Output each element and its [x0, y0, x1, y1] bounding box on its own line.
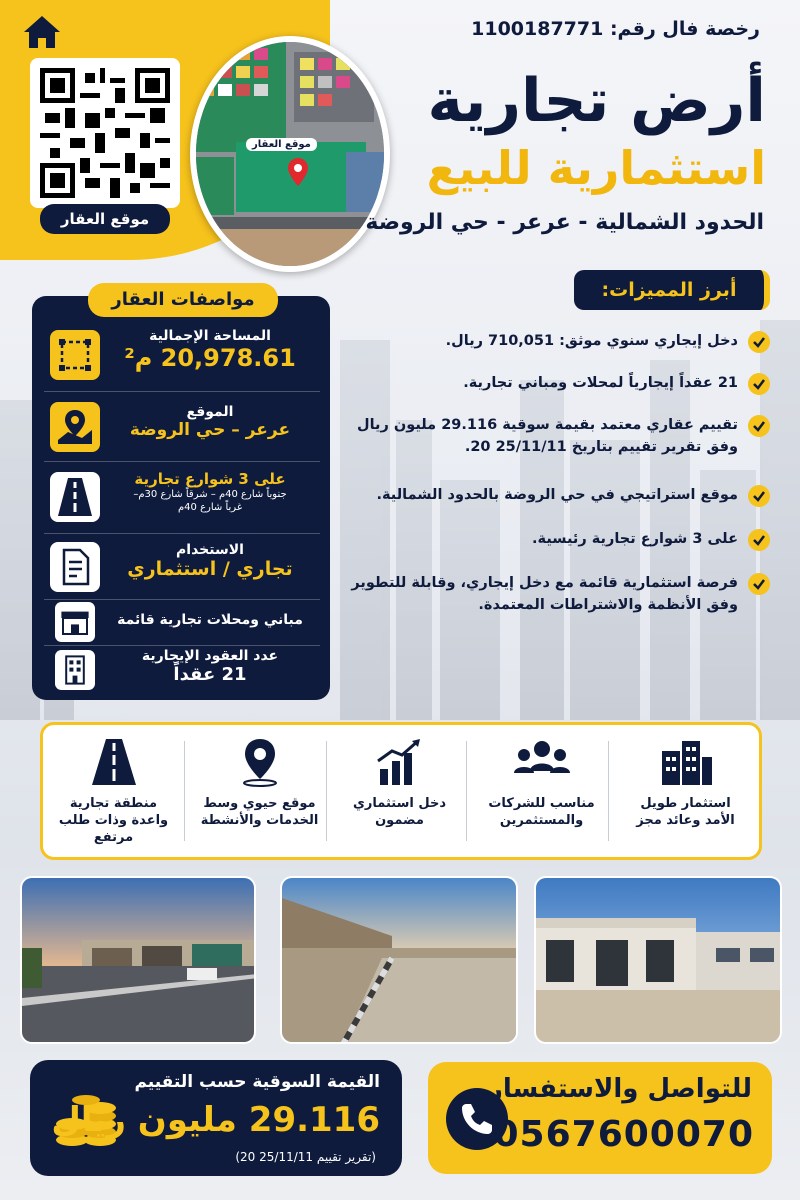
spec-location-label: الموقع: [186, 404, 234, 420]
photo-street-shops[interactable]: [20, 876, 256, 1044]
map-pin-icon: [288, 158, 308, 186]
spec-area-label: المساحة الإجمالية: [149, 328, 271, 344]
location-pin-icon: [230, 737, 290, 787]
road-icon: [50, 472, 100, 522]
spec-contracts-value: 21 عقداً: [173, 664, 247, 685]
feature-item: [340, 572, 770, 616]
home-icon[interactable]: [22, 14, 62, 50]
page-subtitle: استثمارية للبيع: [426, 141, 766, 195]
road-icon: [84, 737, 144, 787]
document-icon: [50, 542, 100, 592]
market-value-note: (تقرير تقييم 25/11/11 20): [235, 1150, 376, 1164]
check-icon: [748, 331, 770, 353]
feature-item: [340, 330, 770, 352]
qr-code[interactable]: [30, 58, 180, 208]
map-pin-label: موقع العقار: [246, 138, 317, 151]
feature-item: [340, 484, 770, 506]
feature-text: تقييم عقاري معتمد بقيمة سوقية 29.116 مليون ريال وفق تقرير تقييم بتاريخ 25/11/11 20.: [357, 417, 738, 455]
qr-code-pattern: [40, 68, 170, 198]
benefit-label: منطقة تجارية واعدة وذات طلب مرتفع: [58, 796, 169, 845]
benefit-item: [192, 725, 327, 857]
check-icon: [748, 373, 770, 395]
contact-label: للتواصل والاستفسار: [487, 1074, 752, 1104]
specs-header: مواصفات العقار: [88, 283, 278, 317]
spec-usage-label: الاستخدام: [176, 542, 244, 558]
shop-icon: [55, 602, 95, 642]
group-icon: [512, 737, 572, 787]
spec-usage: [44, 534, 320, 600]
photo-land-image: [282, 878, 518, 1044]
feature-text: فرصة استثمارية قائمة مع دخل إيجاري، وقابلة للتطوير وفق الأنظمة والاشتراطات المعتمدة.: [351, 575, 738, 613]
feature-item: [340, 414, 770, 458]
photo-building[interactable]: [534, 876, 782, 1044]
contact-card[interactable]: [428, 1062, 772, 1174]
photo-land[interactable]: [280, 876, 518, 1044]
spec-usage-value: تجاري / استثماري: [127, 558, 293, 580]
spec-streets: [44, 462, 320, 534]
market-value-card: [30, 1060, 402, 1176]
license-number: رخصة فال رقم: 1100187771: [471, 18, 760, 40]
spec-location: [44, 392, 320, 462]
spec-streets-detail-2: غرباً شارع 40م: [177, 502, 243, 513]
feature-item: [340, 528, 770, 550]
spec-buildings: [44, 600, 320, 646]
feature-text: 21 عقداً إيجارياً لمحلات ومباني تجارية.: [463, 375, 738, 391]
buildings-icon: [656, 737, 716, 787]
qr-label: موقع العقار: [40, 204, 170, 234]
map-satellite-view[interactable]: [190, 36, 390, 272]
spec-area-value: 20,978.61 م²: [124, 344, 296, 372]
contact-phone[interactable]: 0567600070: [493, 1114, 754, 1155]
spec-contracts: [44, 646, 320, 696]
location-line: الحدود الشمالية - عرعر - حي الروضة: [365, 210, 764, 235]
spec-streets-value: على 3 شوارع تجارية: [134, 470, 286, 488]
check-icon: [748, 529, 770, 551]
photo-street-image: [22, 878, 256, 1044]
benefit-label: موقع حيوي وسط الخدمات والأنشطة: [200, 796, 319, 828]
feature-text: على 3 شوارع تجارية رئيسية.: [532, 531, 738, 547]
growth-chart-icon: [370, 737, 430, 787]
benefit-label: دخل استثماري مضمون: [352, 796, 447, 828]
feature-item: [340, 372, 770, 394]
page-title: أرض تجارية: [427, 66, 766, 136]
building-icon: [55, 650, 95, 690]
benefit-item: [474, 725, 609, 857]
spec-streets-detail-1: جنوباً شارع 40م – شرقاً شارع 30م–: [133, 489, 287, 500]
spec-buildings-label: مباني ومحلات تجارية قائمة: [117, 612, 303, 628]
spec-location-value: عرعر – حي الروضة: [129, 420, 291, 440]
area-icon: [50, 330, 100, 380]
benefit-label: استثمار طويل الأمد وعائد مجز: [636, 796, 735, 828]
check-icon: [748, 415, 770, 437]
benefit-item: [46, 725, 181, 857]
spec-contracts-label: عدد العقود الإيجارية: [141, 648, 279, 664]
map-location-icon: [50, 402, 100, 452]
feature-text: دخل إيجاري سنوي موثق: 710,051 ريال.: [445, 333, 738, 349]
benefit-item: [332, 725, 467, 857]
check-icon: [748, 485, 770, 507]
feature-text: موقع استراتيجي في حي الروضة بالحدود الشمالية.: [376, 487, 738, 503]
benefit-label: مناسب للشركات والمستثمرين: [488, 796, 595, 828]
map-image: [196, 42, 384, 266]
check-icon: [748, 573, 770, 595]
benefit-item: [618, 725, 753, 857]
photo-building-image: [536, 878, 782, 1044]
market-value-label: القيمة السوقية حسب التقييم: [134, 1072, 380, 1092]
features-header: أبرز المميزات:: [574, 270, 770, 310]
spec-area: [44, 318, 320, 392]
benefits-strip: [40, 722, 762, 860]
market-value-amount: 29.116 مليون ريال: [51, 1100, 380, 1140]
